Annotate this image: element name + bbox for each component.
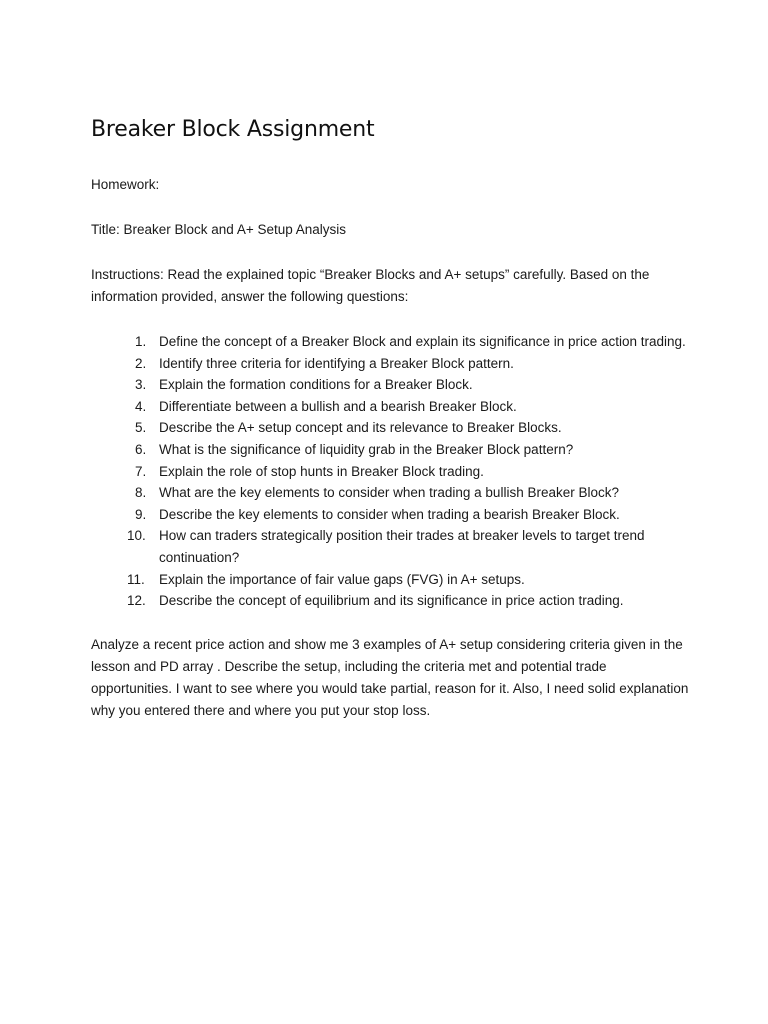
question-number: 11. (127, 571, 145, 587)
question-text: Explain the formation conditions for a Breaker Block. (159, 377, 473, 393)
instructions-paragraph: Instructions: Read the explained topic “Breaker Blocks and A+ setups” carefully. Based on the information provided, answer the following questions: (91, 267, 650, 304)
question-text: Describe the A+ setup concept and its relevance to Breaker Blocks. (159, 420, 562, 436)
question-text: Describe the concept of equilibrium and its significance in price action trading. (159, 593, 624, 609)
question-text: Explain the importance of fair value gaps (FVG) in A+ setups. (159, 571, 525, 587)
question-item (91, 482, 691, 504)
question-item (91, 569, 691, 591)
question-number: 6. (135, 441, 147, 457)
question-number: 5. (135, 420, 147, 436)
question-number: 2. (135, 355, 147, 371)
question-number: 3. (135, 377, 147, 393)
question-item (91, 417, 691, 439)
question-text: Explain the role of stop hunts in Breaker Block trading. (159, 463, 484, 479)
question-number: 12. (127, 593, 146, 609)
question-number: 10. (127, 528, 146, 544)
question-text: How can traders strategically position their trades at breaker levels to target trend continuation? (159, 528, 645, 565)
question-number: 9. (135, 506, 147, 522)
question-item (91, 331, 691, 353)
question-text: Identify three criteria for identifying a Breaker Block pattern. (159, 355, 514, 371)
question-item (91, 439, 691, 461)
assignment-subtitle: Title: Breaker Block and A+ Setup Analysis (91, 222, 347, 237)
question-text: Describe the key elements to consider when trading a bearish Breaker Block. (159, 506, 620, 522)
question-item (91, 504, 691, 526)
question-number: 4. (135, 398, 147, 414)
question-text: What is the significance of liquidity grab in the Breaker Block pattern? (159, 441, 574, 457)
question-item (91, 396, 691, 418)
question-item (91, 525, 691, 568)
questions-list (91, 331, 691, 612)
question-item (91, 353, 691, 375)
question-item (91, 590, 691, 612)
analysis-paragraph: Analyze a recent price action and show me 3 examples of A+ setup considering criteria given in the lesson and PD array . Describe the setup, including the criteria met and potential trade opportunities. I want to see where you would take partial, reason for it. Also, I need solid explanation why you entered there and where you put your stop loss. (91, 636, 689, 718)
question-text: Differentiate between a bullish and a bearish Breaker Block. (159, 398, 517, 414)
question-item (91, 374, 691, 396)
question-number: 1. (135, 334, 147, 349)
document-title: Breaker Block Assignment (91, 117, 375, 142)
question-number: 7. (135, 463, 147, 479)
document-body (91, 112, 691, 722)
question-number: 8. (135, 485, 147, 501)
question-text: Define the concept of a Breaker Block and explain its significance in price action trading. (159, 334, 686, 349)
question-item (91, 461, 691, 483)
homework-label: Homework: (91, 177, 160, 192)
question-text: What are the key elements to consider when trading a bullish Breaker Block? (159, 485, 619, 501)
